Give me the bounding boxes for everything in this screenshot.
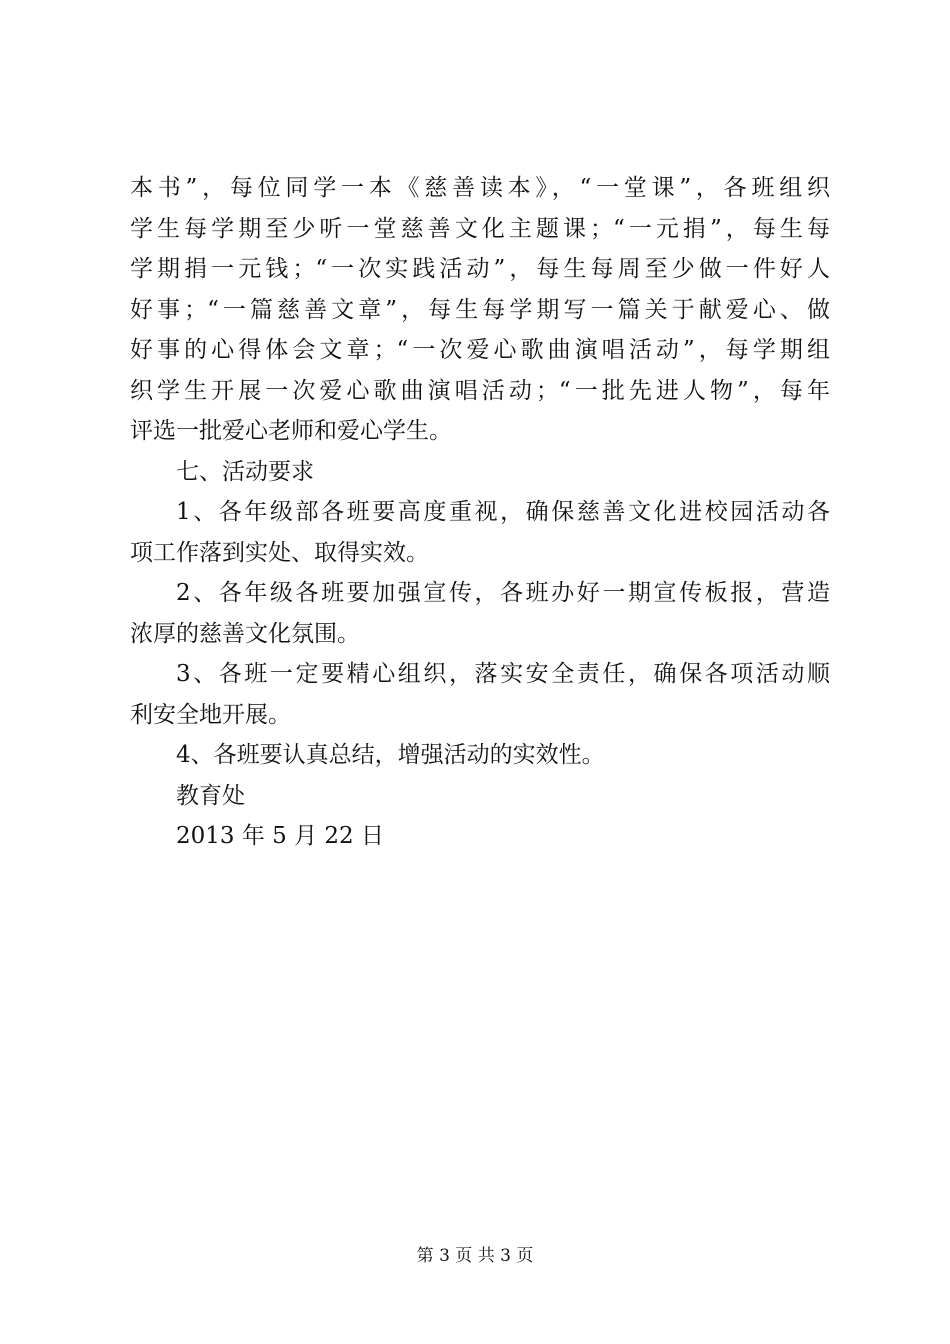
- paragraph-line: 学期捐一元钱；“一次实践活动”，每生每周至少做一件好人: [130, 256, 830, 282]
- paragraph-line: 织学生开展一次爱心歌曲演唱活动；“一批先进人物”，每年: [130, 377, 830, 404]
- paragraph-line: 本书”，每位同学一本《慈善读本》，“一堂课”，各班组织: [130, 175, 830, 201]
- list-item-line: 利安全地开展。: [130, 701, 291, 728]
- paragraph-line: 好事的心得体会文章；“一次爱心歌曲演唱活动”，每学期组: [130, 337, 830, 363]
- paragraph-line: 好事；“一篇慈善文章”，每生每学期写一篇关于献爱心、做: [130, 296, 830, 323]
- list-item-line: 项工作落到实处、取得实效。: [130, 539, 429, 566]
- paragraph-line: 学生每学期至少听一堂慈善文化主题课；“一元捐”，每生每: [130, 215, 830, 242]
- list-item-line: 浓厚的慈善文化氛围。: [130, 620, 360, 647]
- signature-office: 教育处: [176, 782, 245, 809]
- list-item-line: 3、各班一定要精心组织，落实安全责任，确保各项活动顺: [176, 661, 830, 687]
- document-body: [130, 168, 830, 857]
- section-heading: 七、活动要求: [176, 458, 314, 485]
- list-item-line: 2、各年级各班要加强宣传，各班办好一期宣传板报，营造: [176, 580, 830, 606]
- signature-date: 2013 年 5 月 22 日: [176, 823, 384, 849]
- page-number-footer: 第 3 页 共 3 页: [416, 1246, 534, 1266]
- list-item-line: 1、各年级部各班要高度重视，确保慈善文化进校园活动各: [176, 499, 830, 525]
- list-item-line: 4、各班要认真总结，增强活动的实效性。: [176, 742, 605, 768]
- paragraph-line: 评选一批爱心老师和爱心学生。: [130, 418, 452, 444]
